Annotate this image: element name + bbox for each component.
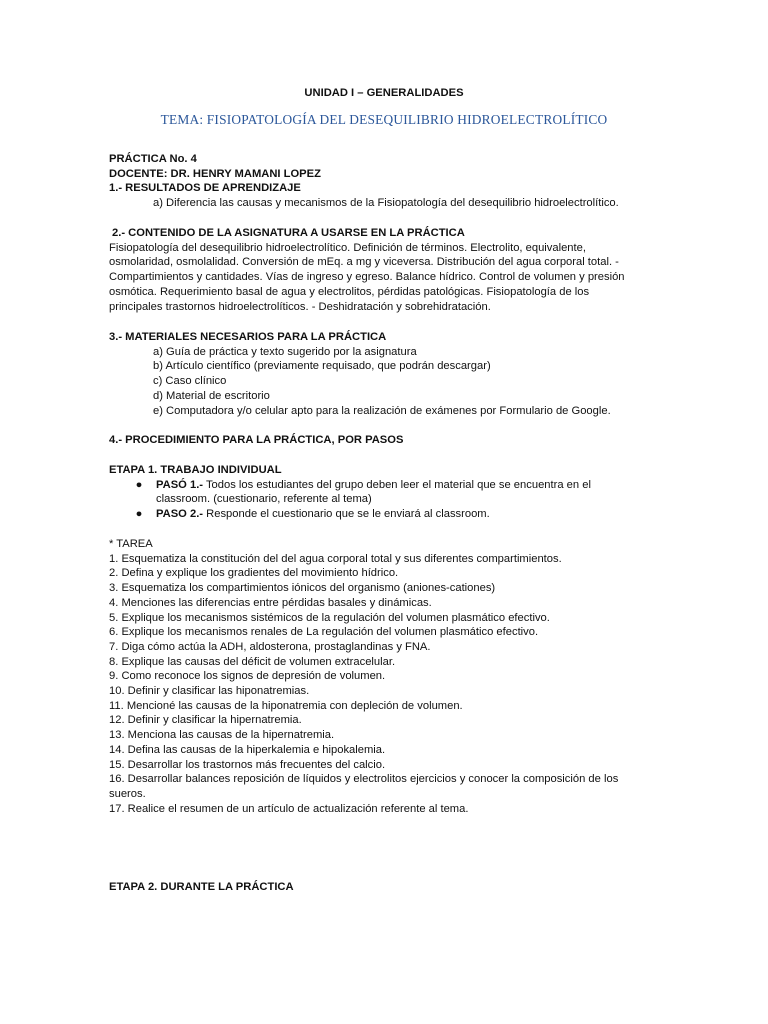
section2 bbox=[109, 226, 649, 314]
step-item-continuation bbox=[109, 492, 649, 507]
bullet-icon: ● bbox=[135, 508, 143, 521]
material-item: d) Material de escritorio bbox=[153, 389, 270, 402]
tarea-item: 14. Defina las causas de la hiperkalemia e hipokalemia. bbox=[109, 743, 386, 756]
tarea-item: 17. Realice el resumen de un artículo de actualización referente al tema. bbox=[109, 802, 469, 815]
section2-line: osmolaridad, osmolalidad. Conversión de mEq. a mg y viceversa. Distribución del agua corporal total. - bbox=[109, 256, 619, 269]
tarea-item: 12. Definir y clasificar la hipernatremia. bbox=[109, 714, 302, 727]
tarea-item: 1. Esquematiza la constitución del del agua corporal total y sus diferentes compartimientos. bbox=[109, 552, 562, 565]
step1-label: PASÓ 1.- bbox=[156, 478, 204, 491]
bullet-icon: ● bbox=[135, 478, 143, 491]
step2-text: Responde el cuestionario que se le enviará al classroom. bbox=[203, 508, 490, 521]
materials-list bbox=[109, 345, 649, 419]
material-item: c) Caso clínico bbox=[153, 375, 227, 388]
section4-title: 4.- PROCEDIMIENTO PARA LA PRÁCTICA, POR PASOS bbox=[109, 434, 404, 446]
section2-title: 2.- CONTENIDO DE LA ASIGNATURA A USARSE EN LA PRÁCTICA bbox=[112, 227, 465, 239]
tarea-item: 11. Mencioné las causas de la hiponatremia con depleción de volumen. bbox=[109, 699, 463, 712]
tarea-item: 6. Explique los mecanismos renales de La regulación del volumen plasmático efectivo. bbox=[109, 626, 539, 639]
topic-title: TEMA: FISIOPATOLOGÍA DEL DESEQUILIBRIO HIDROELECTROLÍTICO bbox=[160, 112, 608, 127]
tarea-item: 4. Menciones las diferencias entre pérdidas basales y dinámicas. bbox=[109, 596, 432, 609]
unit-title: UNIDAD I – GENERALIDADES bbox=[304, 87, 464, 99]
section2-line: osmótica. Requerimiento basal de agua y electrolitos, pérdidas patológicas. Fisiopatología de los bbox=[109, 285, 590, 298]
tarea bbox=[109, 537, 649, 816]
tarea-item: 2. Defina y explique los gradientes del movimiento hídrico. bbox=[109, 567, 399, 580]
section1-title: 1.- RESULTADOS DE APRENDIZAJE bbox=[109, 182, 301, 195]
tarea-item: 5. Explique los mecanismos sistémicos de la regulación del volumen plasmático efectivo. bbox=[109, 611, 550, 624]
step1-text: Todos los estudiantes del grupo deben leer el material que se encuentra en el bbox=[203, 478, 591, 491]
teacher-name: DOCENTE: DR. HENRY MAMANI LOPEZ bbox=[109, 167, 321, 180]
stage1-steps bbox=[109, 478, 649, 522]
tarea-item: 8. Explique las causas del déficit de volumen extracelular. bbox=[109, 655, 396, 668]
stage1-title: ETAPA 1. TRABAJO INDIVIDUAL bbox=[109, 464, 282, 476]
practice-info bbox=[109, 152, 649, 211]
section3-title: 3.- MATERIALES NECESARIOS PARA LA PRÁCTICA bbox=[109, 331, 387, 343]
section3 bbox=[109, 330, 649, 418]
tarea-item: 9. Como reconoce los signos de depresión de volumen. bbox=[109, 670, 386, 683]
section1-item: a) Diferencia las causas y mecanismos de la Fisiopatología del desequilibrio hidroelectrolítico. bbox=[153, 197, 619, 210]
step1-text-continued: classroom. (cuestionario, referente al tema) bbox=[156, 493, 372, 506]
tarea-item: sueros. bbox=[109, 787, 146, 800]
material-item: b) Artículo científico (previamente requisado, que podrán descargar) bbox=[153, 360, 491, 373]
tarea-title: * TAREA bbox=[109, 538, 153, 550]
section4 bbox=[109, 433, 649, 448]
practice-number: PRÁCTICA No. 4 bbox=[109, 153, 197, 165]
section2-line: Fisiopatología del desequilibrio hidroelectrolítico. Definición de términos. Electrolito, equivalente, bbox=[109, 241, 586, 254]
tarea-item: 7. Diga cómo actúa la ADH, aldosterona, prostaglandinas y FNA. bbox=[109, 640, 431, 653]
tarea-item: 13. Menciona las causas de la hipernatremia. bbox=[109, 729, 335, 742]
material-item: e) Computadora y/o celular apto para la realización de exámenes por Formulario de Google. bbox=[153, 404, 611, 417]
stage2 bbox=[109, 880, 649, 895]
tarea-item: 16. Desarrollar balances reposición de líquidos y electrolitos ejercicios y conocer la composición de los bbox=[109, 773, 619, 786]
section2-line: Compartimientos y cantidades. Vías de ingreso y egreso. Balance hídrico. Control de volumen y presión bbox=[109, 271, 625, 284]
tarea-item: 15. Desarrollar los trastornos más frecuentes del calcio. bbox=[109, 758, 386, 771]
stage2-title: ETAPA 2. DURANTE LA PRÁCTICA bbox=[109, 881, 294, 893]
stage1 bbox=[109, 463, 649, 522]
tarea-item: 3. Esquematiza los compartimientos iónicos del organismo (aniones-cationes) bbox=[109, 582, 496, 595]
step-item bbox=[109, 478, 649, 493]
tarea-item: 10. Definir y clasificar las hiponatremias. bbox=[109, 685, 310, 698]
step2-label: PASO 2.- bbox=[156, 508, 204, 521]
step-item bbox=[109, 507, 649, 522]
material-item: a) Guía de práctica y texto sugerido por la asignatura bbox=[153, 345, 417, 358]
section2-line: principales trastornos hidroelectrolíticos. - Deshidratación y sobrehidratación. bbox=[109, 300, 491, 313]
